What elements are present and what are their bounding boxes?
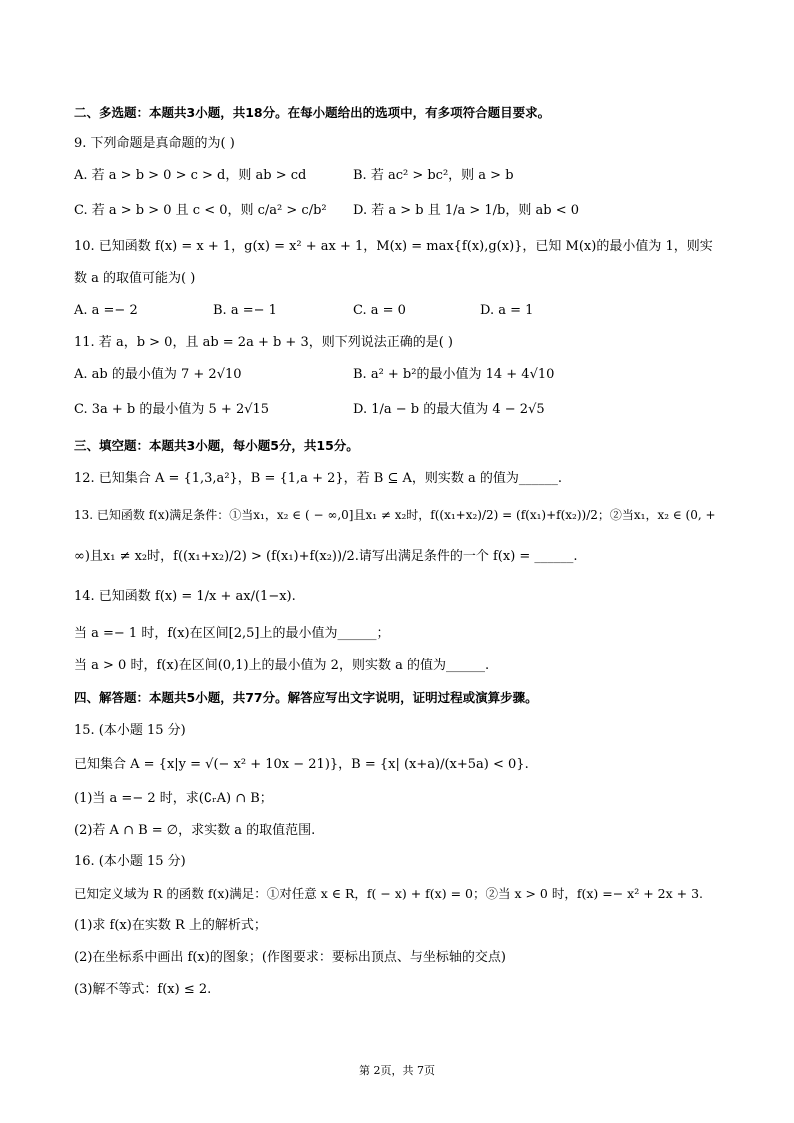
q16-part3: (3)解不等式：f(x) ≤ 2. bbox=[74, 982, 212, 997]
q15-part1: (1)当 a =− 2 时，求(∁ᵣA) ∩ B； bbox=[74, 791, 273, 806]
q11-option-d: D. 1/a − b 的最大值为 4 − 2√5 bbox=[353, 402, 545, 417]
q10-option-c: C. a = 0 bbox=[353, 303, 406, 318]
q15-title: 15. (本小题 15 分) bbox=[74, 723, 186, 738]
q9-option-b: B. 若 ac² > bc²，则 a > b bbox=[353, 168, 514, 183]
q15-part2: (2)若 A ∩ B = ∅，求实数 a 的取值范围. bbox=[74, 823, 316, 838]
q11-stem: 11. 若 a，b > 0，且 ab = 2a + b + 3，则下列说法正确的是( ) bbox=[74, 335, 454, 350]
q10-stem-line1: 10. 已知函数 f(x) = x + 1，g(x) = x² + ax + 1，M(x) = max{f(x),g(x)}，已知 M(x)的最小值为 1，则实 bbox=[74, 239, 713, 254]
q11-option-c: C. 3a + b 的最小值为 5 + 2√15 bbox=[74, 402, 270, 417]
section-3-heading: 三、填空题：本题共3小题，每小题5分，共15分。 bbox=[74, 438, 359, 453]
q16-stem: 已知定义域为 R 的函数 f(x)满足：①对任意 x ∈ R，f( − x) + f(x) = 0；②当 x > 0 时，f(x) =− x² + 2x + 3. bbox=[74, 886, 703, 901]
q14-part1: 当 a =− 1 时，f(x)在区间[2,5]上的最小值为______； bbox=[74, 626, 390, 641]
q10-option-d: D. a = 1 bbox=[480, 303, 534, 318]
q9-option-a: A. 若 a > b > 0 > c > d，则 ab > cd bbox=[74, 168, 307, 183]
q12-stem: 12. 已知集合 A = {1,3,a²}，B = {1,a + 2}，若 B ⊆ A，则实数 a 的值为______. bbox=[74, 471, 563, 486]
q14-stem: 14. 已知函数 f(x) = 1/x + ax/(1−x). bbox=[74, 589, 296, 604]
q13-line2: ∞)且x₁ ≠ x₂时，f((x₁+x₂)/2) > (f(x₁)+f(x₂))/2.请写出满足条件的一个 f(x) = ______. bbox=[74, 549, 578, 564]
q9-stem: 9. 下列命题是真命题的为( ) bbox=[74, 136, 235, 151]
q14-part2: 当 a > 0 时，f(x)在区间(0,1)上的最小值为 2，则实数 a 的值为______. bbox=[74, 658, 490, 673]
q16-title: 16. (本小题 15 分) bbox=[74, 854, 186, 869]
q11-option-a: A. ab 的最小值为 7 + 2√10 bbox=[74, 367, 242, 382]
section-4-heading: 四、解答题：本题共5小题，共77分。解答应写出文字说明，证明过程或演算步骤。 bbox=[74, 690, 538, 705]
q16-part1: (1)求 f(x)在实数 R 上的解析式； bbox=[74, 918, 267, 933]
page-footer: 第 2页，共 7页 bbox=[359, 1064, 435, 1077]
q16-part2: (2)在坐标系中画出 f(x)的图象；(作图要求：要标出顶点、与坐标轴的交点) bbox=[74, 950, 506, 965]
q10-stem-line2: 数 a 的取值可能为( ) bbox=[74, 271, 196, 286]
q9-option-c: C. 若 a > b > 0 且 c < 0，则 c/a² > c/b² bbox=[74, 203, 327, 218]
q10-option-a: A. a =− 2 bbox=[74, 303, 138, 318]
q13-line1: 13. 已知函数 f(x)满足条件：①当x₁，x₂ ∈ ( − ∞,0]且x₁ ≠ x₂时，f((x₁+x₂)/2) = (f(x₁)+f(x₂))/2；②当x₁，x₂ ∈ (0, + bbox=[74, 508, 716, 522]
q11-option-b: B. a² + b²的最小值为 14 + 4√10 bbox=[353, 367, 555, 382]
section-2-heading: 二、多选题：本题共3小题，共18分。在每小题给出的选项中，有多项符合题目要求。 bbox=[74, 105, 551, 120]
q9-option-d: D. 若 a > b 且 1/a > 1/b，则 ab < 0 bbox=[353, 203, 580, 218]
q15-stem: 已知集合 A = {x|y = √(− x² + 10x − 21)}，B = {x| (x+a)/(x+5a) < 0}. bbox=[74, 757, 529, 772]
q10-option-b: B. a =− 1 bbox=[213, 303, 277, 318]
